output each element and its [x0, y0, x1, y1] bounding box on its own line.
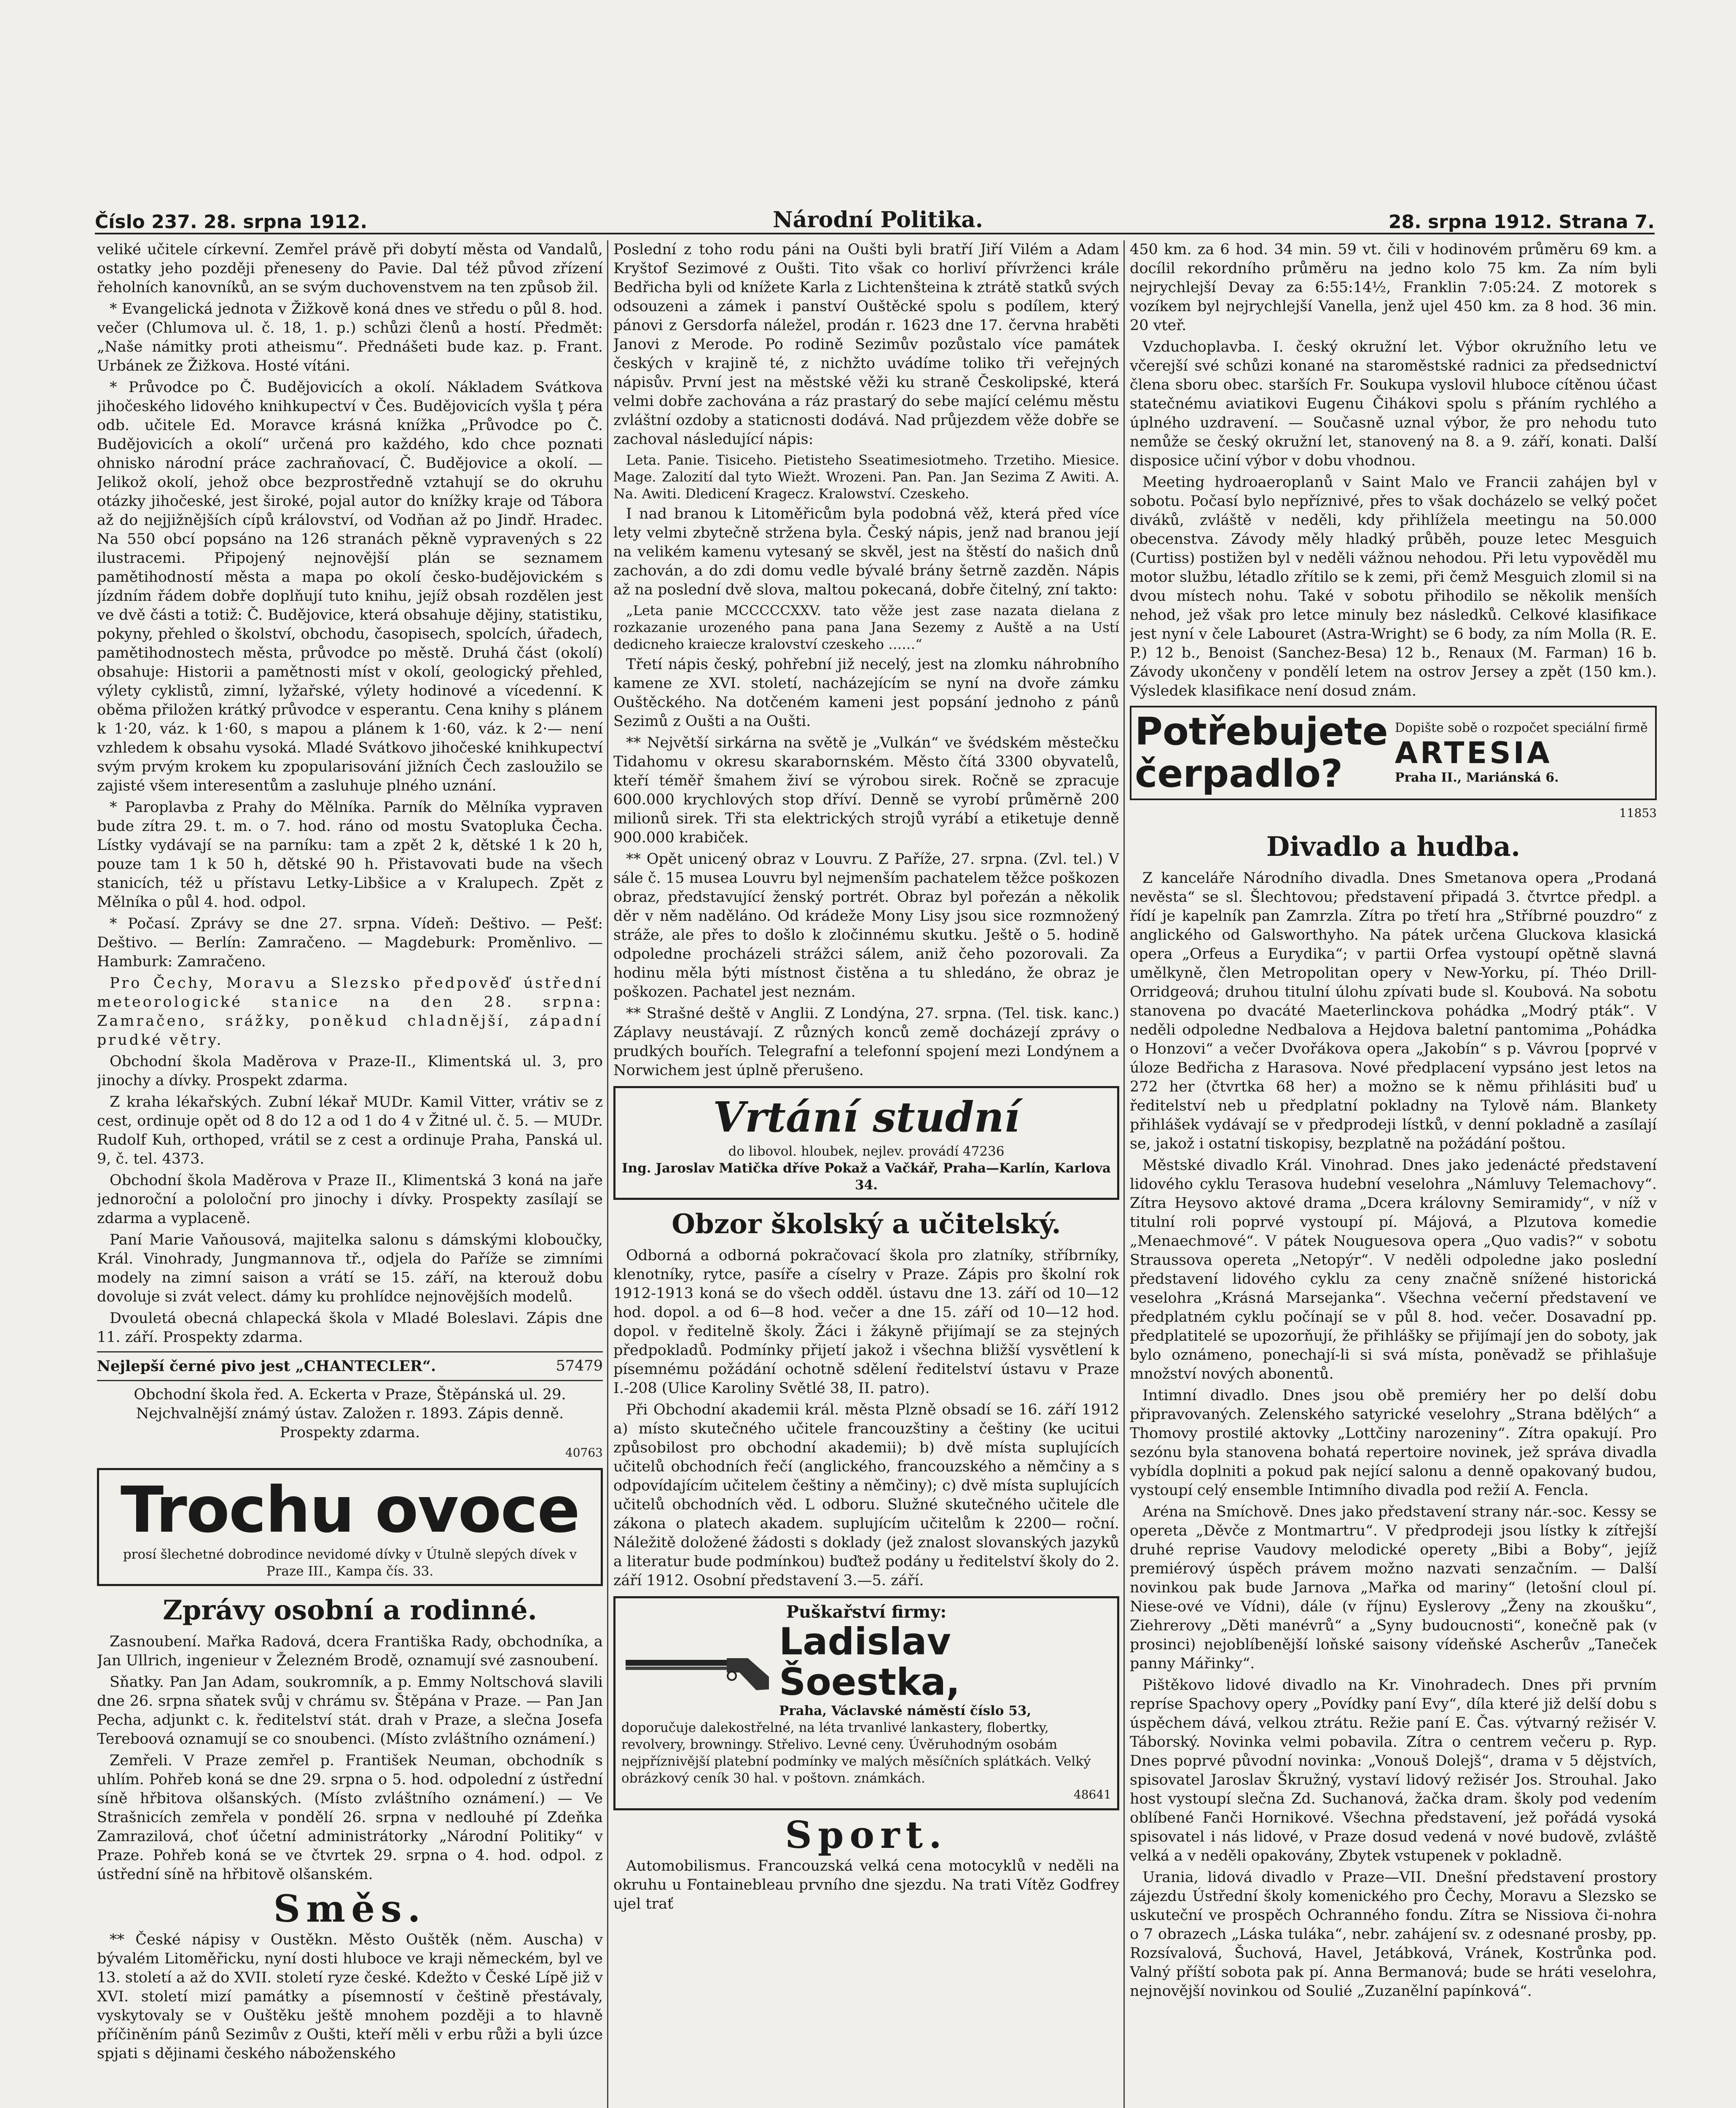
gunsmith-address: Praha, Václavské náměstí číslo 53,	[779, 1703, 1032, 1718]
article-paragraph: * Průvodce po Č. Budějovicích a okolí. Nákladem Svátkova jihočeského lidového knihkupectví v Čes. Budějovicích vyšla ţ péra odb. učitele Ed. Moravce krásná knížka „Průvodce po Č. Budějovicích a okolí“ určená pro každého, kdo chce poznati ohnisko národní práce zachraňovací, Č. Budějovice a okolí. — Jelikož okolí, jehož obce bezprostředně vztahují se do okruhu otázky jihočeské, jest široké, pojal autor do knížky kraje od Tábora až do nejjižnějších cípů království, od Vodňan až po Jindř. Hradec. Na 550 obcí popsáno na 126 stranách pěkně vypravených s 22 ilustracemi. Připojený nejnovější plán se seznamem pamětihodností města a mapa po okolí česko-budějovickém s jízdním řádem dobře doplňují tuto knihu, jejíž obsah rozdělen jest ve dvě části a totiž: Č. Budějovice, která obsahuje dějiny, statistiku, pokyny, přehled o školství, obchodu, časopisech, spolcích, úřadech, pamětihodnostech města, průvodce po městě. Druhá část (okolí) obsahuje: Historii a pamětnosti míst v okolí, geologický přehled, výlety cyklistů, zimní, lyžařské, výlety hodinové a vícedenní. K oběma přiložen krátký průvodce v esperantu. Cena knihy s plánem k 1·20, váz. k 1·60, s mapou a plánem k 1·60, váz. k 2·— není vzhledem k obsahu vysoká. Mladé Svátkovo jihočeské knihkupectví svým prvým krokem ku zpopularisování jižních Čech zasloužilo se zajisté všem interesentům a zasluhuje plného uznání.	[97, 379, 603, 794]
column-rule	[1123, 240, 1125, 2108]
pump-advert-line1: Potřebujete	[1135, 710, 1388, 754]
pump-firm-address: Praha II., Mariánská 6.	[1395, 770, 1559, 785]
article-paragraph: ** České nápisy v Oustěkn. Město Ouštěk (něm. Auscha) v bývalém Litoměřicku, nyní dosti hluboce ve kraji německém, byl ve 13. století a až do XVII. století ryze české. Kdežto v České Lípě již v XVI. století mizí památky a písemností v češtině přestávaly, vyskytovaly se v Ouštěku ještě mnohem později a to hlavně příčiněním pánů Sezimův z Oušti, kteří měli v erbu růži a byli úzce spjati s dějinami českého náboženského	[97, 1931, 603, 2062]
fruit-advert-box	[97, 1468, 603, 1586]
school-advert: Obchodní škola řed. A. Eckerta v Praze, Štěpánská ul. 29. Nejchvalnější známý ústav. Založen r. 1893. Zápis denně. Prospekty zdarma.	[134, 1386, 566, 1441]
article-paragraph: Dvouletá obecná chlapecká škola v Mladé Boleslavi. Zápis dne 11. září. Prospekty zdarma.	[97, 1310, 603, 1346]
pump-advert-line2: čerpadlo?	[1135, 752, 1343, 796]
gunsmith-advert-text: doporučuje dalekostřelné, na léta trvanlivé lankastery, flobertky, revolvery, browningy. Střelivo. Levné ceny. Úvěruhodným osobám nejpříznivější platební podmínky ve malých měsíčních splátkách. Velký obrázkový ceník 30 hal. v poštovn. známkách.	[621, 1720, 1091, 1786]
gunsmith-advert-row	[621, 1621, 1111, 1719]
article-paragraph: Zasnoubení. Mařka Radová, dcera Františka Rady, obchodníka, a Jan Ullrich, ingenieur v Železném Brodě, oznamují své zasnoubení.	[97, 1633, 603, 1669]
article-paragraph: Intimní divadlo. Dnes jsou obě premiéry her po delší dobu připravovaných. Zelenského satyrické veselohry „Strana bdělých“ a Thomovy prostilé aktovky „Lottčiny narozeniny“. Zítra opakují. Pro sezónu byla stanovena bohatá repertoire novinek, jež správa divadla vybídla doplniti a pokud pak nející salonu a denně opakovaný budou, vystoupí celý ensemble Intimního divadla pod režií A. Fencla.	[1130, 1387, 1657, 1499]
section-heading-misc: Směs.	[273, 1887, 427, 1931]
article-paragraph: ** Opět unicený obraz v Louvru. Z Paříže, 27. srpna. (Zvl. tel.) V sále č. 15 musea Louvru byl nejmenším pachatelem těžce poškozen obraz, představující ženský portrét. Obraz byl pořezán a několik děr v něm naděláno. Od krádeže Mony Lisy jsou sice rozmnožený stráže, ale přes to došlo k zločinnému skutku. Ještě o 5. hodině odpoledne procházeli strážci sálem, aniž čeho pozorovali. Za hodinu měla býti místnost čistěna a tu shledáno, že obraz je poškozen. Pachatel jest neznám.	[613, 851, 1119, 1000]
fruit-advert-text: prosí šlechetné dobrodince nevidomé dívky v Útulně slepých dívek v Praze III., Kampa čís. 33.	[123, 1547, 577, 1579]
well-advert-heading: Vrtání studní	[713, 1093, 1020, 1142]
advert-number: 57479	[556, 1358, 603, 1374]
column-1	[97, 240, 603, 2108]
fruit-advert-heading: Trochu ovoce	[120, 1473, 580, 1547]
well-advert-line	[621, 1143, 1111, 1160]
section-heading-personal: Zprávy osobní a rodinné.	[163, 1594, 537, 1626]
column-3	[1130, 240, 1657, 2108]
article-paragraph: Obchodní škola Maděrova v Praze-II., Klimentská ul. 3, pro jinochy a dívky. Prospekt zdarma.	[97, 1053, 603, 1089]
article-paragraph: Meeting hydroaeroplanů v Saint Malo ve Francii zahájen byl v sobotu. Počasí bylo nepříznivé, přes to však docházelo se velký počet diváků, zvláště v neděli, kdy přihlížela meetingu na 50.000 obecenstva. Závody měly hladký průběh, pouze letec Mesguich (Curtiss) postižen byl v neděli vážnou nehodou. Při letu vypověděl mu motor službu, létadlo zřítilo se k zemi, při čemž Mesguich zlomil si na dvou místech nohu. Také v sobotu přihodilo se několik menších nehod, jež však pro letce minuly bez následků. Celkové klasifikace jest nyní v čele Labouret (Astra-Wright) se 6 body, za ním Molla (R. E. P.) 12 b., Benoist (Sanchez-Besa) 12 b., Renaux (M. Farman) 16 b. Závody ukončeny v pondělí letem na ostrov Jersey a zpět (150 km.). Výsledek klasifikace není dosud znám.	[1130, 474, 1657, 699]
article-paragraph: Vzduchoplavba. I. český okružní let. Výbor okružního letu ve včerejší své schůzi konané na staroměstské radnici za předsednictví člena sboru obec. starších Fr. Soukupa vyslovil hluboce cítěnou účast statečnému aviatikovi Eugenu Čihákovi spolu s přáním rychlého a úplného uzdravení. — Současně uznal výbor, že pro nehodu tuto nemůže se český okružní let, stanovený na 8. a 9. září, konati. Další disposice učiní výbor v dobu vhodnou.	[1130, 339, 1657, 469]
article-paragraph: Zemřeli. V Praze zemřel p. František Neuman, obchodník s uhlím. Pohřeb koná se dne 29. srpna o 5. hod. odpolední z ústřední síně hřbitova olšanských. (Místo zvláštního oznámení.) — Ve Strašnicích zemřela v pondělí 26. srpna v nedlouhé pí Zdeňka Zamrazilová, choť účetní administrátorky „Národní Politiky“ v Praze. Pohřeb koná se ve čtvrtek 29. srpna o 4. hod. odpol. z ústřední síně na hřbitově olšanském.	[97, 1752, 603, 1883]
article-paragraph: Obchodní škola Maděrova v Praze II., Klimentská 3 koná na jaře jednoroční a pololoční pro jinochy i dívky. Prospekty zasílají se zdarma a vyplaceně.	[97, 1172, 603, 1227]
header-issue: Číslo 237. 28. srpna 1912.	[95, 211, 368, 233]
article-paragraph: Městské divadlo Král. Vinohrad. Dnes jako jedenácté představení lidového cyklu Terasova hudební veselohra „Námluvy Telemachovy“. Zítra Heysovo aktové drama „Dcera královny Semiramidy“, v níž v titulní roli poprvé vystoupí pí. Májová, a Plzutova komedie „Menaechmové“. V pátek Nouguesova opera „Quo vadis?“ v sobotu Straussova opereta „Netopýr“. V neděli odpoledne jako poslední představení lidového cyklu za ceny značně snížené historická veselohra „Krásná Marsejanka“. Všechna večerní představení ve předplatném cyklu počínají se v půl 8. hod. večer. Dosavadní pp. předplatitelé se upozorňují, že přihlášky se přijímají jen do soboty, jak bylo oznámeno, ponechají-li si svá místa, poněvadž se přihlašuje množství nových abonentů.	[1130, 1157, 1657, 1382]
article-paragraph: Automobilismus. Francouzská velká cena motocyklů v neděli na okruhu u Fontainebleau prvního dne sjezdu. Na trati Vítěz Godfrey ujel trať	[613, 1858, 1119, 1912]
well-advert-text: do libovol. hloubek, nejlev. provádí	[728, 1144, 959, 1159]
article-paragraph: Urania, lidová divadlo v Praze—VII. Dnešní představení prostory zájezdu Ústřední školy komenického pro Čechy, Moravu a Slezsko se uskuteční ve prospěch Ochranného fondu. Zítra se Nissiova či-nohra o 7 obrazech „Láska tuláka“, nebr. zahájení sv. z odesnané prosby, pp. Rozsívalová, Šuchová, Havel, Jetábková, Vránek, Kostrůnka pod. Valný příští sobota pak pí. Anna Bermanová; bude se hráti veselohra, nejnovější novinkou od Soulié „Zuzanělní papínková“.	[1130, 1869, 1657, 2000]
advert-number: 40763	[565, 1446, 603, 1460]
pump-advert-heading	[1135, 711, 1388, 795]
header-date-page: 28. srpna 1912. Strana 7.	[1388, 211, 1655, 233]
section-heading-theatre: Divadlo a hudba.	[1266, 831, 1521, 863]
header-masthead: Národní Politika.	[773, 207, 983, 233]
column-rule	[607, 240, 608, 2108]
section-heading-education: Obzor školský a učitelský.	[672, 1208, 1061, 1240]
well-advert-box	[613, 1086, 1119, 1200]
article-paragraph: Z kraha lékařských. Zubní lékař MUDr. Kamil Vitter, vrátiv se z cest, ordinuje opět od 8 do 12 a od 1 do 4 v Žitné ul. č. 5. — MUDr. Rudolf Kuh, orthoped, vrátil se z cest a ordinuje Praha, Panská ul. 9, č. tel. 4373.	[97, 1094, 603, 1167]
pump-firm-name: ARTESIA	[1395, 736, 1552, 770]
article-paragraph: * Počasí. Zprávy se dne 27. srpna. Vídeň: Deštivo. — Pešť: Deštivo. — Berlín: Zamračeno. — Magdeburk: Proměnlivo. — Hamburk: Zamračeno.	[97, 915, 603, 970]
shotgun-icon	[621, 1643, 773, 1698]
beer-advert-text: Nejlepší černé pivo jest „CHANTECLER“.	[97, 1358, 436, 1375]
advert-number: 48641	[1073, 1788, 1111, 1801]
well-advert-address: Ing. Jaroslav Matička dříve Pokaž a Vačkář, Praha—Karlín, Karlova 34.	[622, 1161, 1111, 1193]
gunsmith-advert-box	[613, 1596, 1119, 1810]
page-header	[95, 207, 1655, 234]
article-paragraph: 450 km. za 6 hod. 34 min. 59 vt. čili v hodinovém průměru 69 km. a docílil rekordního průměru na jedno kolo 75 km. Za ním byli nejrychlejší Devay za 6:55:14½, Franklin 7:05:24. Z motorek s vozíkem byl nejrychlejší Vanella, jenž ujel 450 km. za 8 hod. 36 min. 20 vteř.	[1130, 241, 1657, 334]
divider	[97, 1351, 603, 1352]
article-paragraph: Poslední z toho rodu páni na Oušti byli bratří Jiří Vilém a Adam Kryštof Sezimové z Oušti. Tito však co horliví přívrženci krále Bedřicha byli od knížete Karla z Lichtenšteina k ztrátě statků svých odsouzeni a zámek i panství Ouštěcké spolu s podílem, který pánovi z Gersdorfa náležel, prodán r. 1623 dne 17. června hraběti Janovi z Merode. Po rodině Sezimův pozůstalo více památek českých v krajině té, z nichžto uvádíme toliko tři veřejných nápisův. První jest na městské věži ku straně Českolipské, která velmi dobře zachována a ráz prastarý do sebe mající celému městu zvláštní ozdoby a staticnosti dodává. Nad průjezdem věže dobře se zachoval následující nápis:	[613, 241, 1119, 448]
gunsmith-advert-header	[779, 1621, 1111, 1719]
article-paragraph: * Paroplavba z Prahy do Mělníka. Parník do Mělníka vypraven bude zítra 29. t. m. o 7. hod. ráno od mostu Svatopluka Čecha. Lístky vydávají se na parníku: tam a zpět 2 k, dětské 1 k 20 h, pouze tam 1 k 50 h, dětské 90 h. Přistavovati bude na všech stanicích, též u přístavu Letky-Libšice a v Kralupech. Zpět z Mělníka o půl 4. hod. odpol.	[97, 799, 603, 911]
section-heading-sport: Sport.	[785, 1813, 948, 1857]
weather-forecast: Pro Čechy, Moravu a Slezsko předpověď ústřední meteorologické stanice na den 28. srpna: Zamračeno, srážky, poněkud chladnější, západní prudké větry.	[97, 975, 603, 1049]
article-paragraph: Pištěkovo lidové divadlo na Kr. Vinohradech. Dnes při prvním repríse Spachovy opery „Povídky paní Evy“, díla které již delší dobu s úspěchem dává, velkou ztrátu. Režie paní E. Čas. výtvarný režisér V. Táborský. Novinka velmi pobavila. Zítra o centrem večeru p. Ryp. Dnes poprvé původní novinka: „Vonouš Dolejš“, drama v 5 dějstvích, spisovatel Jaroslav Škružný, vystaví lidový režisér Jos. Strouhal. Jako host vystoupí slečna Zd. Suchanová, žačka dram. školy pod vedením oblíbené Fanči Hornikové. Všechna představení, jež pořádá vysoká spisovatel i nás lidové, v Praze dosud vedená v nové budově, zvláště velká a v neděli opakovány, Zbytek vstupenek v pokladně.	[1130, 1677, 1657, 1864]
article-paragraph: Aréna na Smíchově. Dnes jako představení strany nár.-soc. Kessy se opereta „Děvče z Montmartru“. V předprodeji jsou lístky k zítřejší druhé reprise Vaudovy melodické operety „Bibi a Boby“, jejíž premiérový úspěch právem možno nazvati senzačním. — Další novinkou pak bude Jarnova „Mařka od mariny“ (letošní cloul pí. Niese-ové ve Vídni), dále (v říjnu) Eyslerovy „Ženy na zkoušku“, Ziehrerovy „Děti manévrů“ a „Syny budoucnosti“, konečně pak (v prosinci) nejoblíbenější loňské saisony vídeňské Ascherův „Taneček panny Mářinky“.	[1130, 1503, 1657, 1672]
gunsmith-advert-label: Puškařství firmy:	[786, 1602, 947, 1622]
article-paragraph: * Evangelická jednota v Žižkově koná dnes ve středu o půl 8. hod. večer (Chlumova ul. č. 18, 1. p.) schůzi členů a hostí. Předmět: „Naše námitky proti atheismu“. Přednášeti bude kaz. p. Frant. Urbánek ze Žižkova. Hosté vítáni.	[97, 301, 603, 374]
advert-number: 11853	[1619, 806, 1657, 820]
pump-advert-box	[1130, 706, 1657, 800]
article-paragraph: Sňatky. Pan Jan Adam, soukromník, a p. Emmy Noltschová slavili dne 26. srpna sňatek svůj v chrámu sv. Štěpána v Praze. — Pan Jan Pecha, adjunkt c. k. ředitelství stát. drah v Praze, a slečna Josefa Tereboová oznamují se co snoubenci. (Místo zvláštního oznámení.)	[97, 1674, 603, 1748]
divider	[97, 1380, 603, 1381]
article-paragraph: Z kanceláře Národního divadla. Dnes Smetanova opera „Prodaná nevěsta“ se sl. Šlechtovou; představení připadá 3. čtvrtce předpl. a řídí je kapelník pan Zamrzla. Zítra po třetí hra „Stříbrné pouzdro“ z anglického od Galsworthyho. Na pátek určena Gluckova klasická opera „Orfeus a Eurydika“; v partii Orfea vystoupí opětně slavná umělkyně, člen Metropolitan opery v New-Yorku, pí. Théo Drill-Orridgeová; druhou titulní úlohu zpívati bude sl. Koubová. Na sobotu stanovena po dvacáté Maeterlinckova pohádka „Modrý pták“. V neděli odpoledne Nedbalova a Hejdova baletní pantomima „Pohádka o Honzovi“ a večer Dvořákova opera „Jakobín“ s p. Vávrou [poprvé v úloze Bedřicha z Harasova. Nové předplacení vypsáno jest letos na 272 her (čtvrtka 68 her) a možno se k němu přihlásiti buď u ředitelství neb u předplatní pokladny na Tylově nám. Blankety přihlášek vydávají se v předprodeji lístků, v denní pokladně a zasílají se, jakož i ostatní tiskopisy, bezplatně na požádání poštou.	[1130, 870, 1657, 1152]
advert-number: 47236	[962, 1144, 1005, 1159]
article-paragraph: Třetí nápis český, pohřební již necelý, jest na zlomku náhrobního kamene ze XVI. století, nacházejícím se nyní na dvoře zámku Ouštěckého. Na dotčeném kameni jest popsání jednoho z pánů Sezimů z Oušti a na Oušti.	[613, 656, 1119, 730]
pump-advert-detail	[1395, 720, 1648, 786]
column-2	[613, 240, 1119, 2108]
inscription-quote: Leta. Panie. Tisiceho. Pietisteho Sseatimesiotmeho. Trzetiho. Miesice. Mage. Zalozití dal tyto Wiežt. Wrozeni. Pan. Pan. Jan Sezima Z Awiti. A. Na. Awiti. Dledicení Kragecz. Kralowství. Czeskeho.	[613, 452, 1119, 502]
gunsmith-name: Ladislav Šoestka,	[779, 1620, 960, 1704]
article-paragraph: ** Strašné deště v Anglii. Z Londýna, 27. srpna. (Tel. tisk. kanc.) Záplavy neustávají. Z různých konců země docházejí zprávy o prudkých bouřích. Telegrafní a telefonní spojení mezi Londýnem a Norwichem jest úplně přerušeno.	[613, 1005, 1119, 1079]
pump-advert-text: Dopište sobě o rozpočet speciální firmě	[1395, 721, 1648, 735]
article-paragraph: Odborná a odborná pokračovací škola pro zlatníky, stříbrníky, klenotníky, rytce, pasíře a císelry v Praze. Zápis pro školní rok 1912-1913 koná se do všech odděl. ústavu dne 13. září od 10—12 hod. dopol. a od 6—8 hod. večer a dne 15. září od 10—12 hod. dopol. v ředitelně školy. Žáci i žákyně přijímají se za stejných předpokladů. Podmínky přijetí jakož i všechna bližší vysvětlení k písemnému požádání ochotně sdělení ředitelství ústavu v Praze I.-208 (Ulice Karoliny Světlé 38, II. patro).	[613, 1247, 1119, 1397]
beer-advert	[97, 1357, 603, 1376]
article-paragraph: ** Největší sirkárna na světě je „Vulkán“ ve švédském městečku Tidahomu v okresu skarabornském. Město čítá 3300 obyvatelů, kteří téměř šmahem živí se výrobou sirek. Ročně se zpracuje 600.000 krychlových stop dříví. Denně se vyrobí průměrně 200 milionů sirek. Tři sta elektrických strojů vyrábí a etiketuje denně 900.000 krabiček.	[613, 734, 1119, 846]
article-paragraph: veliké učitele církevní. Zemřel právě při dobytí města od Vandalů, ostatky jeho později přeneseny do Pavie. Dal též původ zřízení řeholních kanovníků, an se svým duchovenstvem na ten způsob žil.	[97, 241, 603, 296]
article-paragraph: Paní Marie Vaňousová, majitelka salonu s dámskými kloboučky, Král. Vinohrady, Jungmannova tř., odjela do Paříže se zimními modely na zimní saison a vrátí se 15. září, na kterouž dobu dovoluje si zvát velect. dámy ku prohlídce nejnovějších modelů.	[97, 1231, 603, 1305]
article-paragraph: I nad branou k Litoměřicům byla podobná věž, která před více lety velmi zbytečně stržena byla. Český nápis, jenž nad branou její na velikém kamenu vytesaný se skvěl, jest na štěstí do našich dnů zachován, a do zdi domu vedle bývalé brány šetrně zazděn. Nápis až na poslední dvě slova, maltou pokecaná, dobře čitelný, zní takto:	[613, 505, 1119, 598]
inscription-quote: „Leta panie MCCCCCXXV. tato věže jest zase nazata dielana z rozkazanie urozeného pana pana Jana Sezemy z Auště a na Ustí dedicneho kraiecze kralovství czeskeho ……“	[613, 602, 1119, 652]
article-paragraph: Při Obchodní akademii král. města Plzně obsadí se 16. září 1912 a) místo skutečného učitele francouzštiny a češtiny (ke ucitui způsobilost pro obchodní akademii); b) dvě místa suplujících učitelů obchodních řečí (anglického, francouzského a němčiny a s odpovídajícím učitelem češtiny a němčiny); c) dvě místa suplujících učitelů obchodních věd. L odboru. Služné skutečného učitele dle zákona o platech akadem. suplujícím učitelům k 2200— roční. Náležitě doložené žádosti s doklady (jež znalost slovanských jazyků a literatur bude podmínkou) buďtež podány u ředitelství školy do 2. září 1912. Osobní představení 3.—5. září.	[613, 1401, 1119, 1589]
